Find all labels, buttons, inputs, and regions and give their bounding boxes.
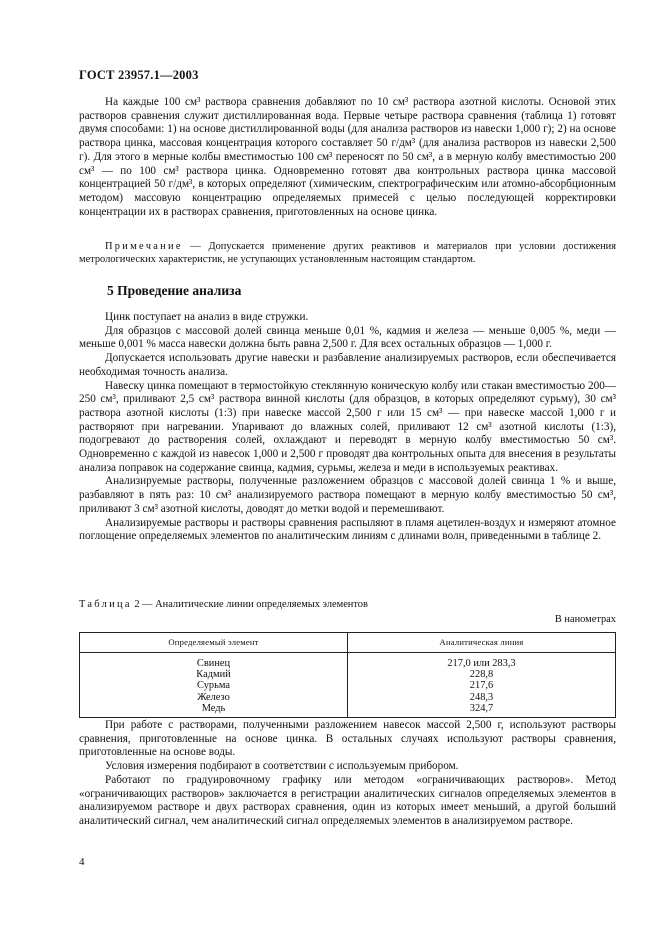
line-cell: 248,3 <box>348 692 616 703</box>
line-cell: 217,6 <box>348 680 616 691</box>
paragraph: Анализируемые растворы и растворы сравнения распыляют в пламя ацетилен-воздух и измеряют атомное поглощение определяемых элементов по аналитическим линиям с длинами волн, приведенными в таблице 2. <box>79 516 616 543</box>
table-caption <box>79 599 368 610</box>
page-number: 4 <box>79 856 85 868</box>
column-header-element: Определяемый элемент <box>80 633 348 653</box>
section4-paragraph <box>79 96 616 219</box>
table-row <box>80 692 616 703</box>
paragraph: При работе с растворами, полученными разложением навесок массой 2,500 г, используют растворы сравнения, приготовленные на основе цинка. В остальных случаях используют растворы сравнения, приготовленные на основе воды. <box>79 719 616 759</box>
column-header-line: Аналитическая линия <box>348 633 616 653</box>
line-cell: 324,7 <box>348 703 616 718</box>
after-table-body <box>79 719 616 829</box>
paragraph: Работают по градуировочному графику или методом «ограничивающих растворов». Метод «ограничивающих растворов» заключается в регистрации аналитических сигналов определяемых элементов в анализируемом растворе и двух растворах сравнения, один из которых имеет меньший, а другой больший аналитический сигнал, чем аналитический сигнал определяемых элементов в анализируемом растворе. <box>79 773 616 827</box>
analytic-lines-table <box>79 632 616 718</box>
paragraph: Цинк поступает на анализ в виде стружки. <box>105 311 309 323</box>
table-caption-label: Таблица <box>79 599 132 610</box>
paragraph: Для образцов с массовой долей свинца меньше 0,01 %, кадмия и железа — меньше 0,005 %, меди — меньше 0,001 % масса навески должна быть равна 2,500 г. Для всех остальных образцов — 1,000 г. <box>79 324 616 351</box>
document-header: ГОСТ 23957.1—2003 <box>79 68 199 82</box>
paragraph: Навеску цинка помещают в термостойкую стеклянную коническую колбу или стакан вместимостью 200—250 см³, приливают 2,5 см³ раствора винной кислоты (для образцов, в которых определяют сурьму), 30 см³ раствора азотной кислоты (1:3) при навеске массой 2,500 г или 15 см³ — при навеске массой 1,000 г и растворяют при нагревании. Упаривают до влажных солей, приливают 12 см³ азотной кислоты (1:3), подогревают до растворения солей, охлаждают и переводят в мерную колбу вместимостью 50 см³. Одновременно с каждой из навесок 1,000 и 2,500 г проводят два контрольных опыта для внесения в результаты анализа поправок на содержание свинца, кадмия, сурьмы, железа и меди в используемых реактивах. <box>79 379 616 474</box>
paragraph: Анализируемые растворы, полученные разложением образцов с массовой долей свинца 1 % и выше, разбавляют в пять раз: 10 см³ анализируемого раствора помещают в мерную колбу вместимостью 50 см³, приливают 3 см³ азотной кислоты, доводят до метки водой и перемешивают. <box>79 475 616 515</box>
table-row <box>80 680 616 691</box>
line-cell: 217,0 или 283,3 <box>348 653 616 670</box>
section5-body <box>79 311 616 544</box>
table-row <box>80 653 616 670</box>
note-block <box>79 240 616 266</box>
element-cell: Медь <box>80 703 348 718</box>
note-label: Примечание <box>105 241 183 252</box>
paragraph: Допускается использовать другие навески и разбавление анализируемых растворов, если обеспечивается необходимая точность анализа. <box>79 352 616 378</box>
note-text: — Допускается применение других реактивов и материалов при условии достижения метрологических характеристик, не уступающих установленным настоящим стандартом. <box>79 241 616 266</box>
element-cell: Железо <box>80 692 348 703</box>
paragraph: На каждые 100 см³ раствора сравнения добавляют по 10 см³ раствора азотной кислоты. Основой этих растворов сравнения служит дистиллированная вода. Первые четыре раствора сравнения (таблица 1) готовят двумя способами: 1) на основе дистиллированной воды (для анализа растворов из навески 1,000 г); 2) на основе раствора цинка, массовая концентрация которого составляет 50 г/дм³ (для анализа растворов из навески 2,500 г). Для этого в мерные колбы вместимостью 100 см³ переносят по 50 см³, а в мерную колбу вместимостью 200 см³ — по 100 см³ раствора цинка. Одновременно готовят два контрольных раствора цинка массовой концентрацией 50 г/дм³, в которых определяют (химическим, спектрографическим или атомно-абсорбционным методом) массовую концентрацию определяемых примесей с целью последующей корректировки концентрации их в растворах сравнения, приготовленных на основе цинка. <box>79 96 616 218</box>
element-cell: Кадмий <box>80 669 348 680</box>
table-caption-text: 2 — Аналитические линии определяемых элементов <box>131 599 368 610</box>
element-cell: Свинец <box>80 653 348 670</box>
paragraph: Условия измерения подбирают в соответствии с используемым прибором. <box>105 760 459 773</box>
line-cell: 228,8 <box>348 669 616 680</box>
section-title: 5 Проведение анализа <box>107 283 242 298</box>
table-row <box>80 669 616 680</box>
table-units: В нанометрах <box>554 614 616 625</box>
table-row <box>80 703 616 718</box>
element-cell: Сурьма <box>80 680 348 691</box>
